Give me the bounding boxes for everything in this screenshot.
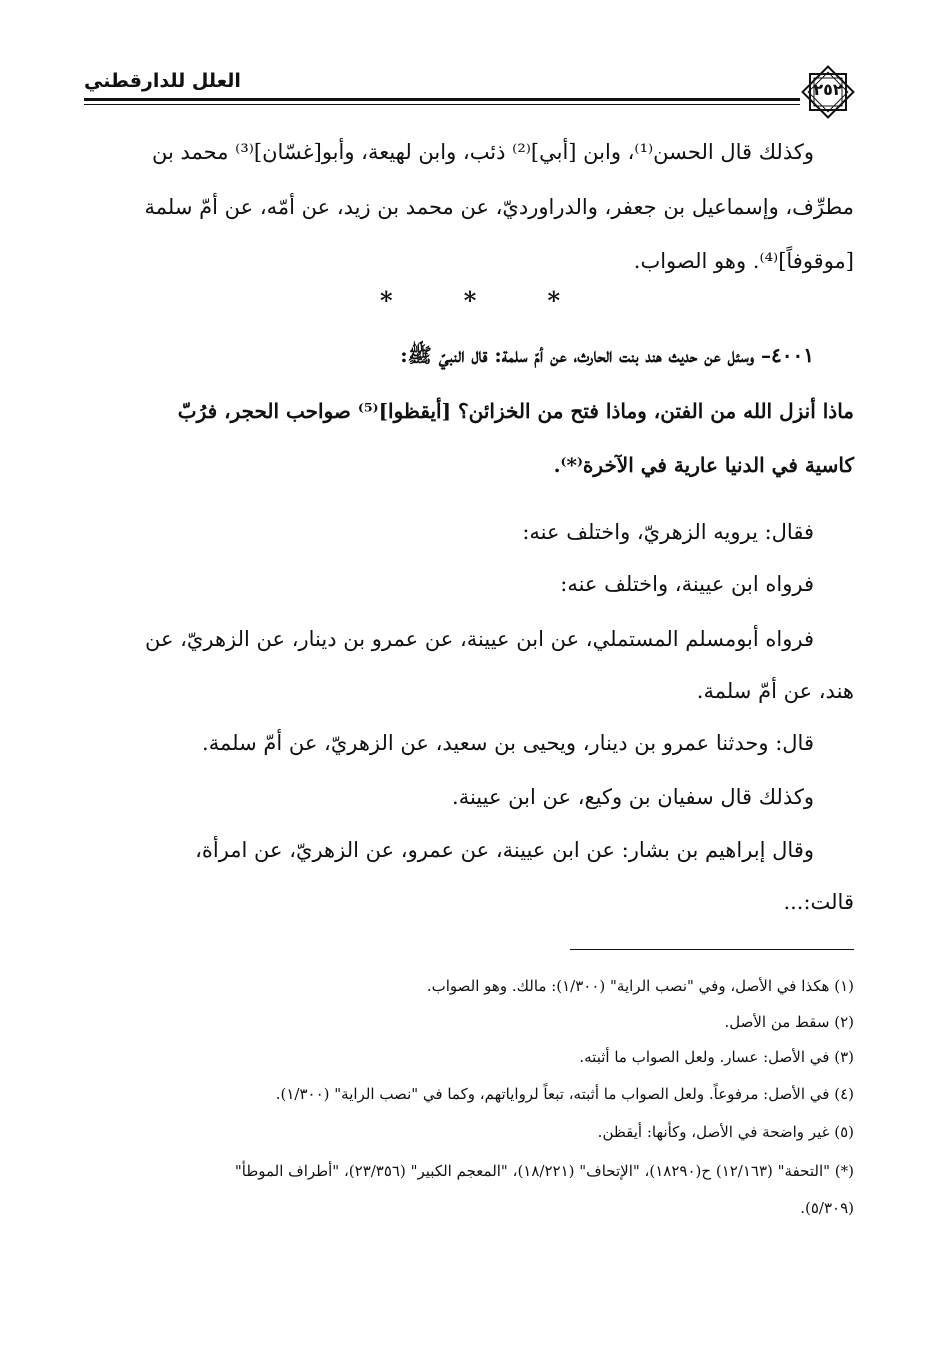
- separator-star: *: [463, 286, 477, 315]
- text-line: وكذلك قال سفيان بن وكيع، عن ابن عيينة.: [452, 785, 814, 809]
- page-number-badge: [796, 60, 860, 124]
- entry-heading-line: ماذا أنزل الله من الفتن، وماذا فتح من الخزائن؟ [أيقظوا]⁽⁵⁾ صواحب الحجر، فرُبّ: [177, 399, 854, 423]
- text-line: فرواه أبومسلم المستملي، عن ابن عيينة، عن عمرو بن دينار، عن الزهريّ، عن: [144, 627, 814, 651]
- section-separator: [380, 286, 560, 315]
- footnote: (٥) غير واضحة في الأصل، وكأنها: أيقظن.: [597, 1123, 854, 1141]
- separator-star: *: [380, 286, 393, 315]
- text-line: فقال: يرويه الزهريّ، واختلف عنه:: [522, 520, 814, 544]
- separator-star: *: [547, 286, 560, 315]
- text-line: مطرِّف، وإسماعيل بن جعفر، والدراورديّ، عن محمد بن زيد، عن أمّه، عن أمّ سلمة: [144, 195, 854, 219]
- text-line: وكذلك قال الحسن⁽¹⁾، وابن [أبي]⁽²⁾ ذئب، وابن لهيعة، وأبو[غسّان]⁽³⁾ محمد بن: [152, 140, 814, 164]
- footnote: (٤) في الأصل: مرفوعاً. ولعل الصواب ما أثبته، تبعاً لرواياتهم، وكما في "نصب الراية" (١/٣٠٠).: [275, 1085, 854, 1103]
- text-line: وقال إبراهيم بن بشار: عن ابن عيينة، عن عمرو، عن الزهريّ، عن امرأة،: [195, 838, 814, 862]
- text-line: قال: وحدثنا عمرو بن دينار، ويحيى بن سعيد، عن الزهريّ، عن أمّ سلمة.: [202, 731, 814, 755]
- entry-heading-line: ٤٠٠١– وسئل عن حديث هند بنت الحارث، عن أمّ سلمة: قال النبيّ ﷺ:: [400, 343, 814, 367]
- footnote: (١) هكذا في الأصل، وفي "نصب الراية" (١/٣٠٠): مالك. وهو الصواب.: [426, 977, 854, 995]
- text-line: هند، عن أمّ سلمة.: [696, 679, 854, 703]
- footnote: (٣) في الأصل: عسار. ولعل الصواب ما أثبته.: [579, 1048, 854, 1066]
- header-rule-thick: [84, 98, 800, 101]
- text-line: قالت:...: [783, 890, 854, 914]
- header-rule-thin: [84, 104, 800, 105]
- text-line: فرواه ابن عيينة، واختلف عنه:: [560, 572, 814, 596]
- footnote: (٢) سقط من الأصل.: [724, 1013, 854, 1031]
- running-header-title: العلل للدارقطني: [84, 70, 241, 92]
- footnote: (٥/٣٠٩).: [800, 1199, 854, 1217]
- footnote: (*) "التحفة" (١٢/١٦٣) ح(١٨٢٩٠)، "الإتحاف" (١٨/٢٢١)، "المعجم الكبير" (٢٣/٣٥٦)، "أطراف الموطأ": [234, 1162, 854, 1180]
- entry-heading-line: كاسية في الدنيا عارية في الآخرة⁽*⁾.: [553, 453, 854, 477]
- page-number: ٢٥٢: [813, 80, 843, 99]
- footnote-separator: [570, 949, 854, 950]
- text-line: [موقوفاً]⁽⁴⁾. وهو الصواب.: [633, 249, 854, 273]
